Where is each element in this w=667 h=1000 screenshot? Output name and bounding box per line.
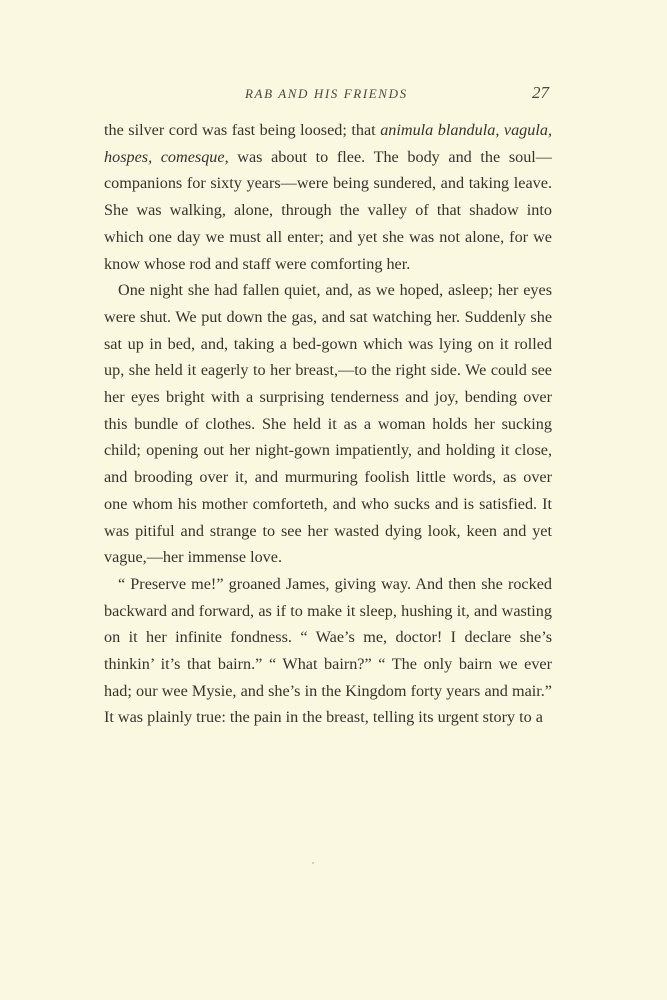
- paragraph-text: was about to flee. The body and the soul—companions for sixty years—were being sundered, and taking leave. She was walking, alone, through the valley of that shadow into which one day we must all enter; and yet she was not alone, for we know whose rod and staff were comforting her.: [104, 147, 552, 273]
- page-number: 27: [532, 83, 549, 102]
- running-header: [0, 83, 667, 106]
- running-title: RAB AND HIS FRIENDS: [245, 86, 408, 101]
- paragraph: One night she had fallen quiet, and, as we hoped, asleep; her eyes were shut. We put down the gas, and sat watching her. Suddenly she sat up in bed, and, taking a bed-gown which was lying on it rolled up, she held it eagerly to her breast,—to the right side. We could see her eyes bright with a surprising tenderness and joy, bending over this bundle of clothes. She held it as a woman holds her sucking child; opening out her night-gown impatiently, and holding it close, and brooding over it, and murmuring foolish little words, as over one whom his mother comforteth, and who sucks and is satisfied. It was pitiful and strange to see her wasted dying look, keen and yet vague,—her immense love.: [104, 281, 552, 567]
- paragraph-text: the silver cord was fast being loosed; that: [104, 121, 381, 139]
- body-text: [104, 117, 552, 731]
- paragraph-continuation: [104, 117, 552, 277]
- page-speck: [312, 862, 314, 864]
- paragraph: “ Preserve me!” groaned James, giving way. And then she rocked backward and forward, as if to make it sleep, hushing it, and wasting on it her infinite fondness. “ Wae’s me, doctor! I declare she’s thinkin’ it’s that bairn.” “ What bairn?” “ The only bairn we ever had; our wee Mysie, and she’s in the Kingdom forty years and mair.” It was plainly true: the pain in the breast, telling its urgent story to a: [104, 574, 552, 727]
- latin-phrase: animula blandula, vagula, hospes, comesque,: [104, 121, 552, 166]
